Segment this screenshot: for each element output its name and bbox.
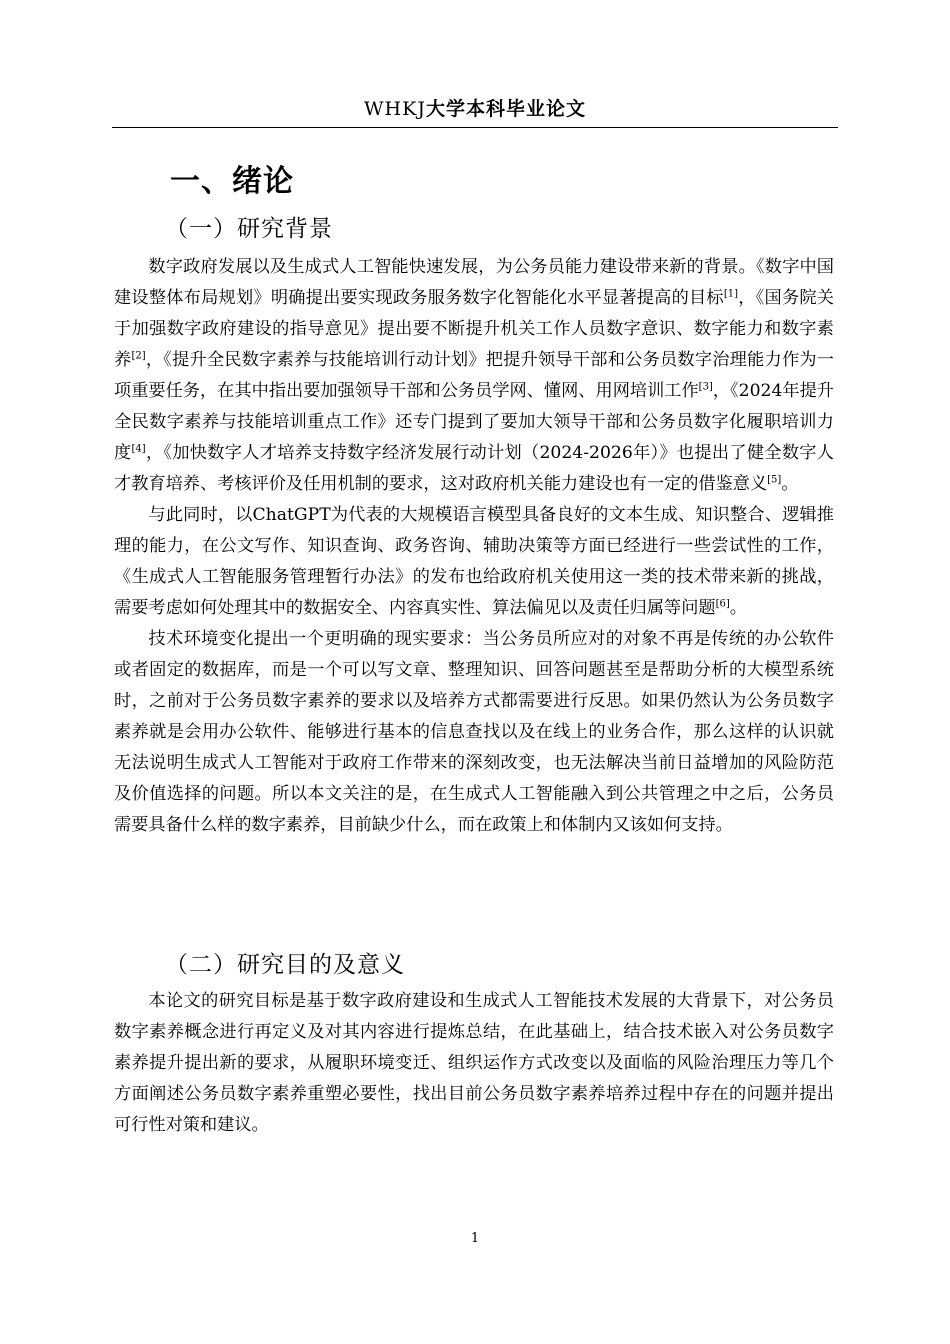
header-rule (112, 127, 838, 128)
chapter-heading: 一、绪论 (170, 164, 294, 199)
section-body (114, 986, 834, 1141)
header-prefix: WHKJ (364, 98, 426, 120)
section-body (114, 252, 834, 841)
section-heading: （一）研究背景 (165, 216, 333, 242)
running-header (0, 94, 950, 121)
paragraph: 技术环境变化提出一个更明确的现实要求：当公务员所应对的对象不再是传统的办公软件或者固定的数据库，而是一个可以写文章、整理知识、回答问题甚至是帮助分析的大模型系统时，之前对于公务员数字素养的要求以及培养方式都需要进行反思。如果仍然认为公务员数字素养就是会用办公软件、能够进行基本的信息查找以及在线上的业务合作，那么这样的认识就无法说明生成式人工智能对于政府工作带来的深刻改变，也无法解决当前日益增加的风险防范及价值选择的问题。所以本文关注的是，在生成式人工智能融入到公共管理之中之后，公务员需要具备什么样的数字素养，目前缺少什么，而在政策上和体制内又该如何支持。 (114, 629, 834, 835)
paragraph: 数字政府发展以及生成式人工智能快速发展，为公务员能力建设带来新的背景。《数字中国建设整体布局规划》明确提出要实现政务服务数字化智能化水平显著提高的目标[1]，《国务院关于加强数字政府建设的指导意见》提出要不断提升机关工作人员数字意识、数字能力和数字素养[2]，《提升全民数字素养与技能培训行动计划》把提升领导干部和公务员数字治理能力作为一项重要任务，在其中指出要加强领导干部和公务员学网、懂网、用网培训工作[3]，《2024年提升全民数字素养与技能培训重点工作》还专门提到了要加大领导干部和公务员数字化履职培训力度[4]，《加快数字人才培养支持数字经济发展行动计划（2024-2026年）》也提出了健全数字人才教育培养、考核评价及任用机制的要求，这对政府机关能力建设也有一定的借鉴意义[5]。 (114, 257, 834, 494)
paragraph: 与此同时，以ChatGPT为代表的大规模语言模型具备良好的文本生成、知识整合、逻辑推理的能力，在公文写作、知识查询、政务咨询、辅助决策等方面已经进行一些尝试性的工作，《生成式人工智能服务管理暂行办法》的发布也给政府机关使用这一类的技术带来新的挑战，需要考虑如何处理其中的数据安全、内容真实性、算法偏见以及责任归属等问题[6]。 (114, 505, 834, 618)
citation-marker: [3] (698, 381, 713, 393)
citation-marker: [1] (723, 288, 739, 300)
citation-marker: [5] (767, 474, 782, 486)
header-title: 大学本科毕业论文 (425, 98, 586, 120)
page-number: 1 (470, 1231, 480, 1246)
citation-marker: [6] (715, 598, 730, 610)
paragraph: 本论文的研究目标是基于数字政府建设和生成式人工智能技术发展的大背景下，对公务员数字素养概念进行再定义及对其内容进行提炼总结，在此基础上，结合技术嵌入对公务员数字素养提升提出新的要求，从履职环境变迁、组织运作方式改变以及面临的风险治理压力等几个方面阐述公务员数字素养重塑必要性，找出目前公务员数字素养培养过程中存在的问题并提出可行性对策和建议。 (114, 991, 834, 1135)
citation-marker: [2] (131, 350, 146, 362)
section-heading: （二）研究目的及意义 (165, 952, 405, 978)
citation-marker: [4] (131, 443, 146, 455)
